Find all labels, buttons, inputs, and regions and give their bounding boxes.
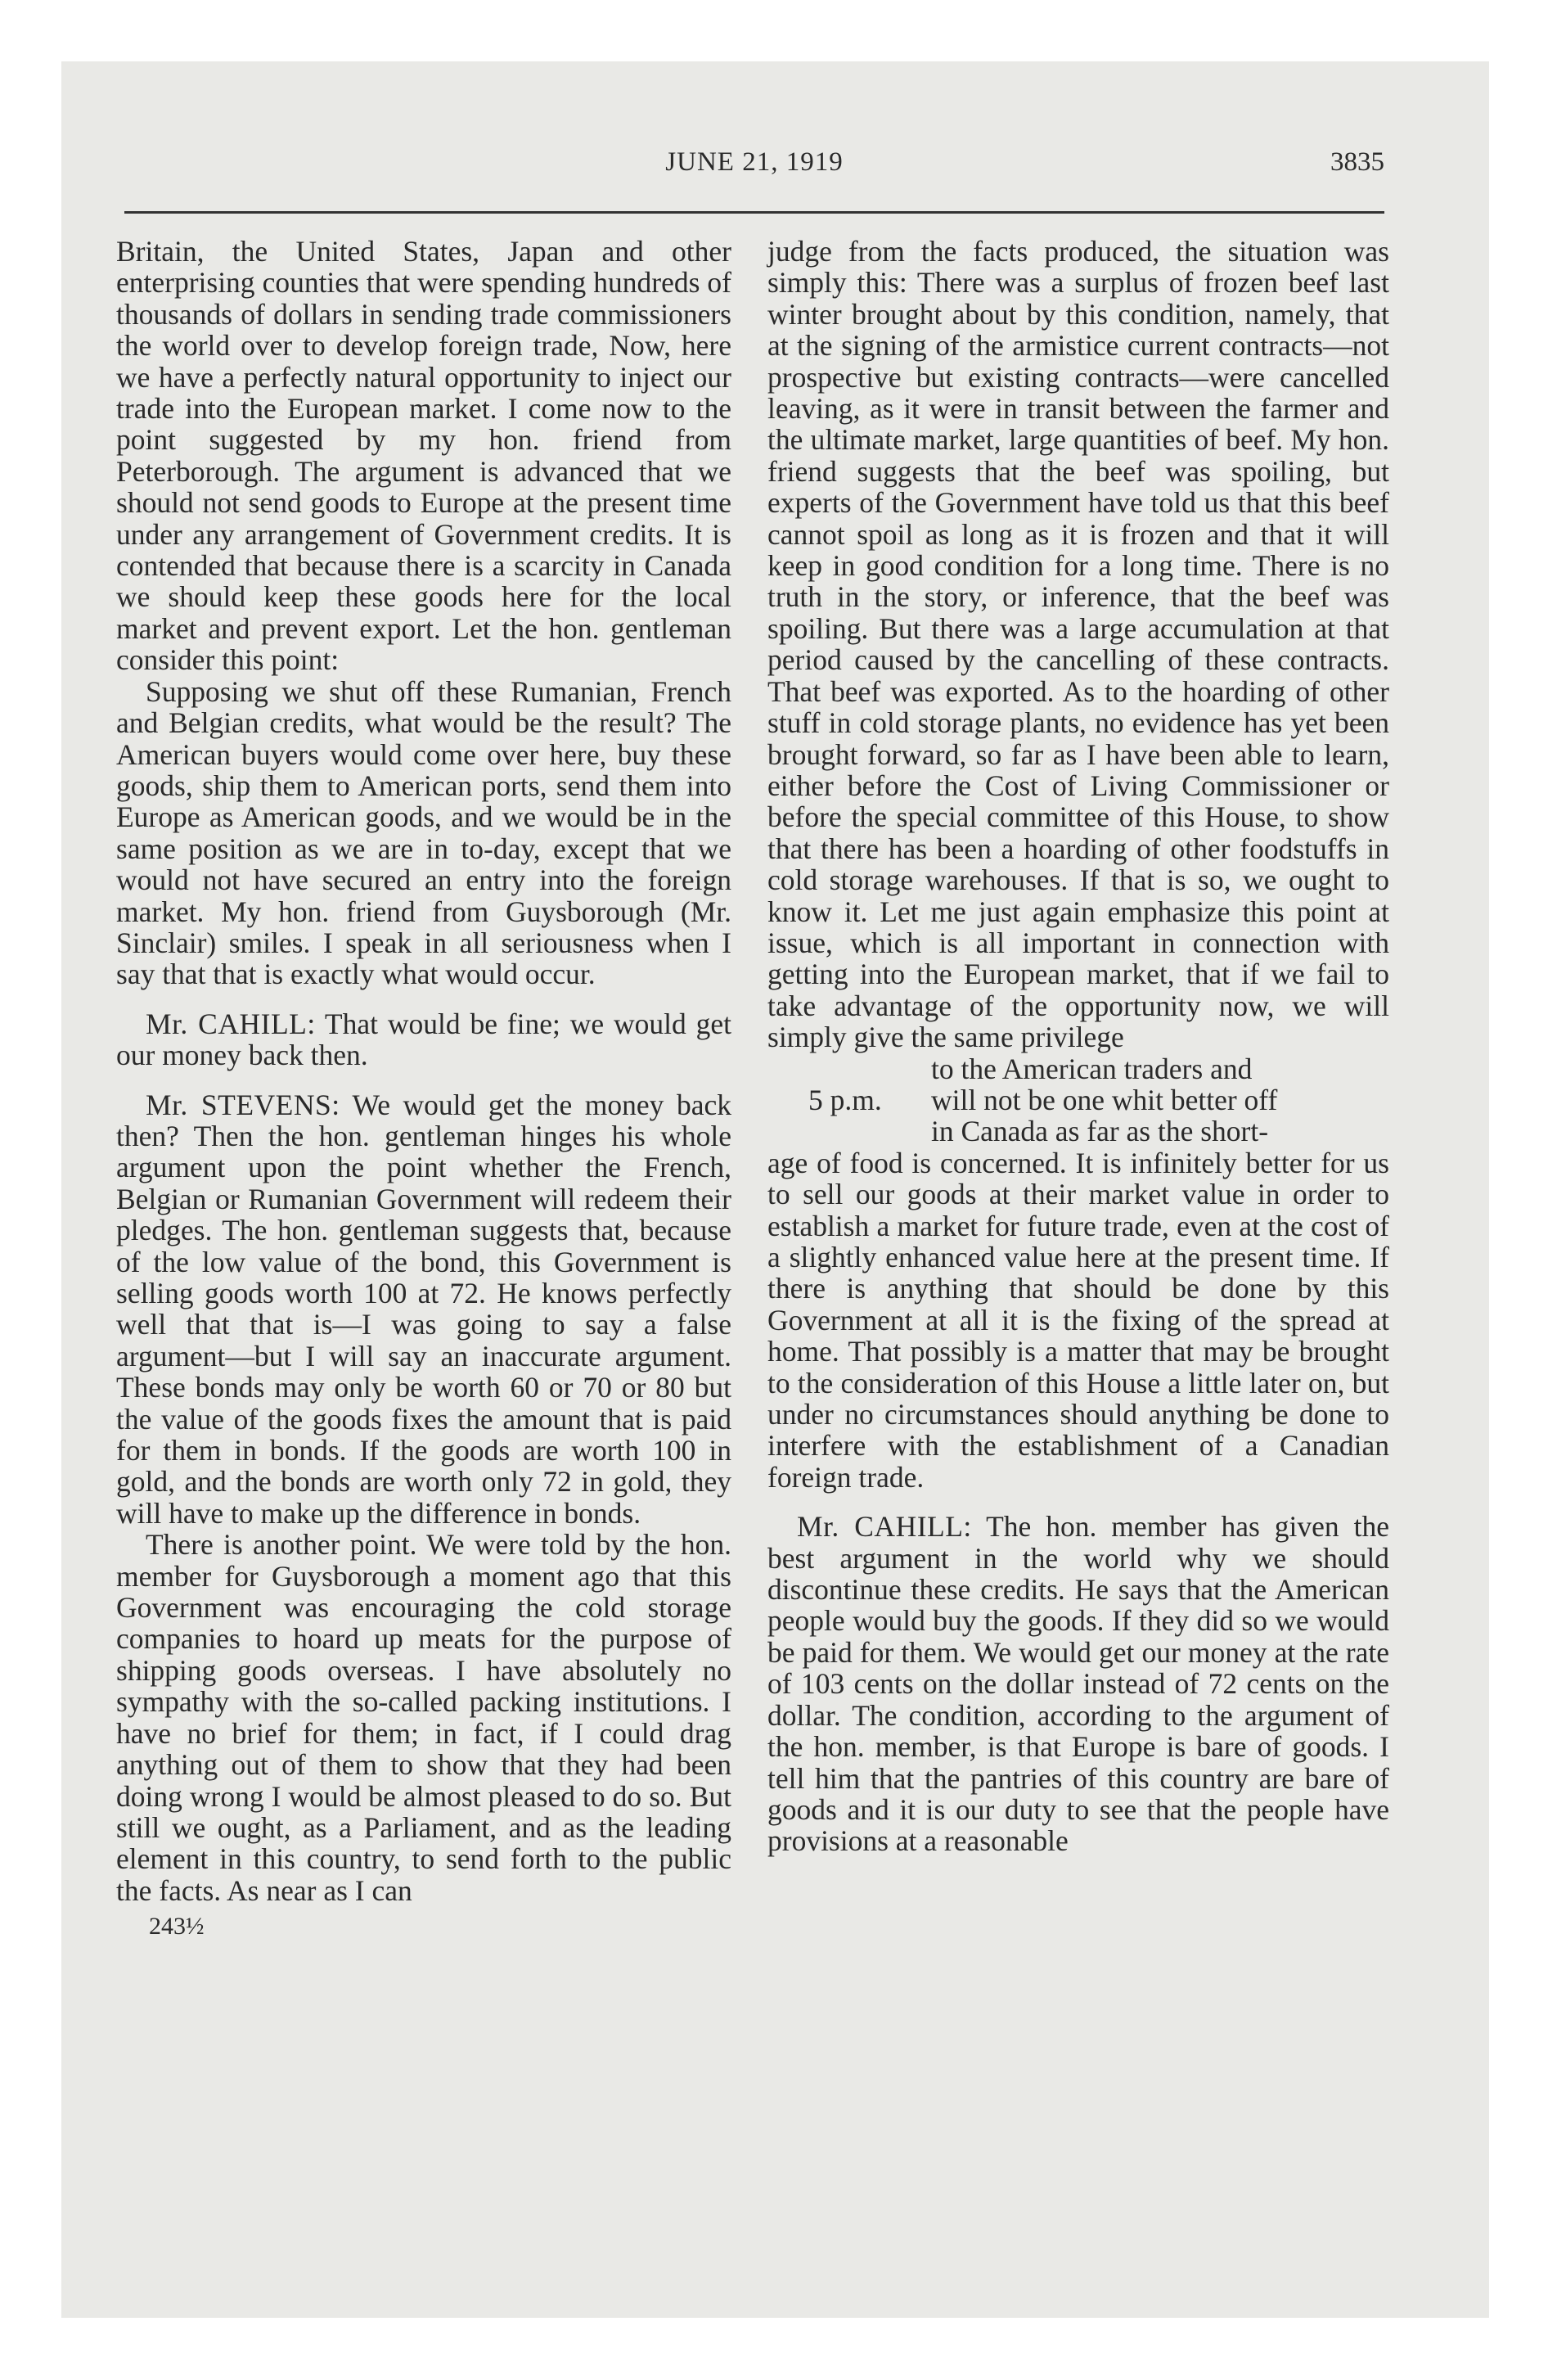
- indented-line: will not be one whit better off: [931, 1083, 1278, 1116]
- header-page-number: 3835: [1330, 147, 1384, 177]
- right-column: [767, 236, 1389, 1875]
- folio-mark: 243½: [149, 1913, 205, 1941]
- left-paragraph-2: Supposing we shut off these Rumanian, French and Belgian credits, what would be the result? The American buyers would come over here, buy these goods, ship them to American ports, send them into Europe as American goods, and we would be in the same position as we are in to-day, except that we would not have secured an entry into the foreign market. My hon. friend from Guysborough (Mr. Sinclair) smiles. I speak in all seriousness when I say that that is exactly what would occur.: [116, 674, 731, 991]
- speaker-name: Mr. CAHILL:: [797, 1510, 972, 1544]
- header-rule: [124, 211, 1384, 214]
- margin-note-block: [767, 1053, 1389, 1147]
- speech-text: That would be fine; we would get our money back then.: [116, 1007, 731, 1072]
- left-paragraph-4: There is another point. We were told by the hon. member for Guysborough a moment ago that this Government was encouraging the cold storage companies to hoard up meats for the purpose of shipping goods overseas. I have absolutely no sympathy with the so-called packing institutions. I have no brief for them; in fact, if I could drag anything out of them to show that they had been doing wrong I would be almost pleased to do so. But still we ought, as a Parliament, and as the leading element in this country, to send forth to the public the facts. As near as I can: [116, 1528, 731, 1907]
- header-date: JUNE 21, 1919: [665, 147, 844, 177]
- margin-note-row: [767, 1084, 1389, 1116]
- left-column: [116, 236, 731, 1943]
- left-cahill-paragraph: [116, 1008, 731, 1071]
- speaker-name: Mr. CAHILL:: [146, 1007, 316, 1040]
- right-cahill-paragraph: [767, 1511, 1389, 1856]
- left-paragraph-1: Britain, the United States, Japan and other enterprising counties that were spending hundreds of thousands of dollars in sending trade commissioners the world over to develop foreign trade, Now, here we have a perfectly natural opportunity to inject our trade into the European market. I come now to the point suggested by my hon. friend from Peterborough. The argument is advanced that we should not send goods to Europe at the present time under any arrangement of Government credits. It is contended that because there is a scarcity in Canada we should keep these goods here for the local market and prevent export. Let the hon. gentleman consider this point:: [116, 235, 731, 677]
- speaker-name: Mr. STEVENS:: [146, 1088, 340, 1121]
- right-paragraph-1-end: age of food is concerned. It is infinitely better for us to sell our goods at their market value in order to establish a market for future trade, even at the cost of a slightly enhanced value here at the present time. If there is anything that should be done by this Government at all it is the fixing of the spread at home. That possibly is a matter that may be brought to the consideration of this House a little later on, but under no circumstances should anything be done to interfere with the establishment of a Canadian foreign trade.: [767, 1146, 1389, 1494]
- left-stevens-paragraph: [116, 1089, 731, 1530]
- speech-text: The hon. member has given the best argument in the world why we should discontinue these credits. He says that the American people would buy the goods. If they did so we would be paid for them. We would get our money at the rate of 103 cents on the dollar instead of 72 cents on the dollar. The condition, according to the argument of the hon. member, is that Europe is bare of goods. I tell him that the pantries of this country are bare of goods and it is our duty to see that the people have provisions at a reasonable: [767, 1510, 1389, 1858]
- time-margin-note: 5 p.m.: [808, 1083, 882, 1116]
- indented-line: in Canada as far as the short-: [931, 1115, 1269, 1148]
- right-paragraph-1: judge from the facts produced, the situation was simply this: There was a surplus of frozen beef last winter brought about by this condition, namely, that at the signing of the armistice current contracts—not prospective but existing contracts—were cancelled leaving, as it were in transit between the farmer and the ultimate market, large quantities of beef. My hon. friend suggests that the beef was spoiling, but experts of the Government have told us that this beef cannot spoil as long as it is frozen and that it will keep in good condition for a long time. There is no truth in the story, or inference, that the beef was spoiling. But there was a large accumulation at that period caused by the cancelling of these contracts. That beef was exported. As to the hoarding of other stuff in cold storage plants, no evidence has yet been brought forward, so far as I have been able to learn, either before the Cost of Living Commissioner or before the special committee of this House, to show that there has been a hoarding of other foodstuffs in cold storage warehouses. If that is so, we ought to know it. Let me just again emphasize this point at issue, which is all important in connection with getting into the European market, that if we fail to take advantage of the opportunity now, we will simply give the same privilege: [767, 235, 1389, 1054]
- page-header: [124, 147, 1384, 188]
- speech-text: We would get the money back then? Then the hon. gentleman hinges his whole argument upon the point whether the French, Belgian or Rumanian Government will redeem their pledges. The hon. gentleman suggests that, because of the low value of the bond, this Government is selling goods worth 100 at 72. He knows perfectly well that that is—I was going to say a false argument—but I will say an inaccurate argument. These bonds may only be worth 60 or 70 or 80 but the value of the goods fixes the amount that is paid for them in bonds. If the goods are worth 100 in gold, and the bonds are worth only 72 in gold, they will have to make up the difference in bonds.: [116, 1088, 732, 1530]
- indented-line: to the American traders and: [931, 1052, 1253, 1085]
